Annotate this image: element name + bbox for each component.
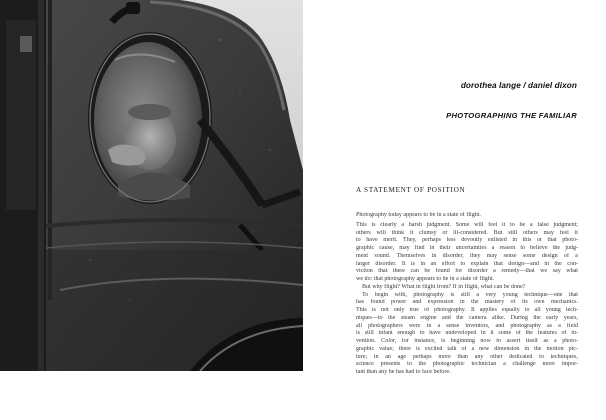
paragraph-line: science presents to the photographic technician a challenge more impor- xyxy=(356,361,578,368)
paragraph-line: Photography today appears to be in a state of flight. xyxy=(356,212,481,218)
paragraph-line: ment sound. Themselves in disorder, they may sense some design of a xyxy=(356,252,578,259)
paragraph-line: graphic value; there is excited talk of a new dimension in the motion pic- xyxy=(356,345,578,352)
paragraph-line: tant than any he has had to face before. xyxy=(356,369,451,375)
paragraph-line: all photographers were in a sense inventors, and photography as a field xyxy=(356,322,578,329)
paragraph-line: has found power and expression in the mastery of its own mechanics. xyxy=(356,299,578,306)
car-window-photo-icon xyxy=(0,0,303,371)
paragraph-line: But why flight? What in flight from? If in flight, what can be done? xyxy=(362,283,526,290)
paragraph-line: niques—to the steam engine and the camera alike. During the early years, xyxy=(356,314,578,321)
paragraph-line: to have merit. They, perhaps less devoutly enlisted in this or that photo- xyxy=(356,237,578,244)
paragraph-line: This is clearly a harsh judgment. Some will feel it to be a false judgment; xyxy=(356,221,578,228)
body-text xyxy=(356,212,578,377)
paragraph-line: larger disorder. It is in an effort to explain that design—and in the con- xyxy=(356,260,578,267)
paragraph-line: viction that there can be found for disorder a remedy—that we say what xyxy=(356,268,578,275)
paragraph-line: is still infant enough to have undeveloped in it some of the features of in- xyxy=(356,330,578,337)
text-page xyxy=(303,0,606,420)
article-title: PHOTOGRAPHING THE FAMILIAR xyxy=(446,111,577,120)
author-credits: dorothea lange / daniel dixon xyxy=(460,81,577,90)
paragraph-line: vention. Color, for instance, is beginning now to assert itself as a photo- xyxy=(356,338,578,344)
paragraph-line: others will think it clumsy or ill-considered. But still others may feel it xyxy=(356,229,578,236)
photograph-car-window xyxy=(0,0,303,371)
paragraph-line: This is not only true of photography. It applies equally to all young tech- xyxy=(356,307,578,313)
paragraph-line: To begin with, photography is still a very young technique—one that xyxy=(362,291,578,298)
section-heading: A STATEMENT OF POSITION xyxy=(356,186,466,194)
paragraph-line: we do: that photography appears to be in a state of flight. xyxy=(356,276,495,282)
paragraph-line: ture; in an age perhaps more than any other dedicated to techniques, xyxy=(356,353,578,360)
paragraph-line: graphic cause, may find in their uncertainties a reason to believe the judg- xyxy=(356,245,578,251)
